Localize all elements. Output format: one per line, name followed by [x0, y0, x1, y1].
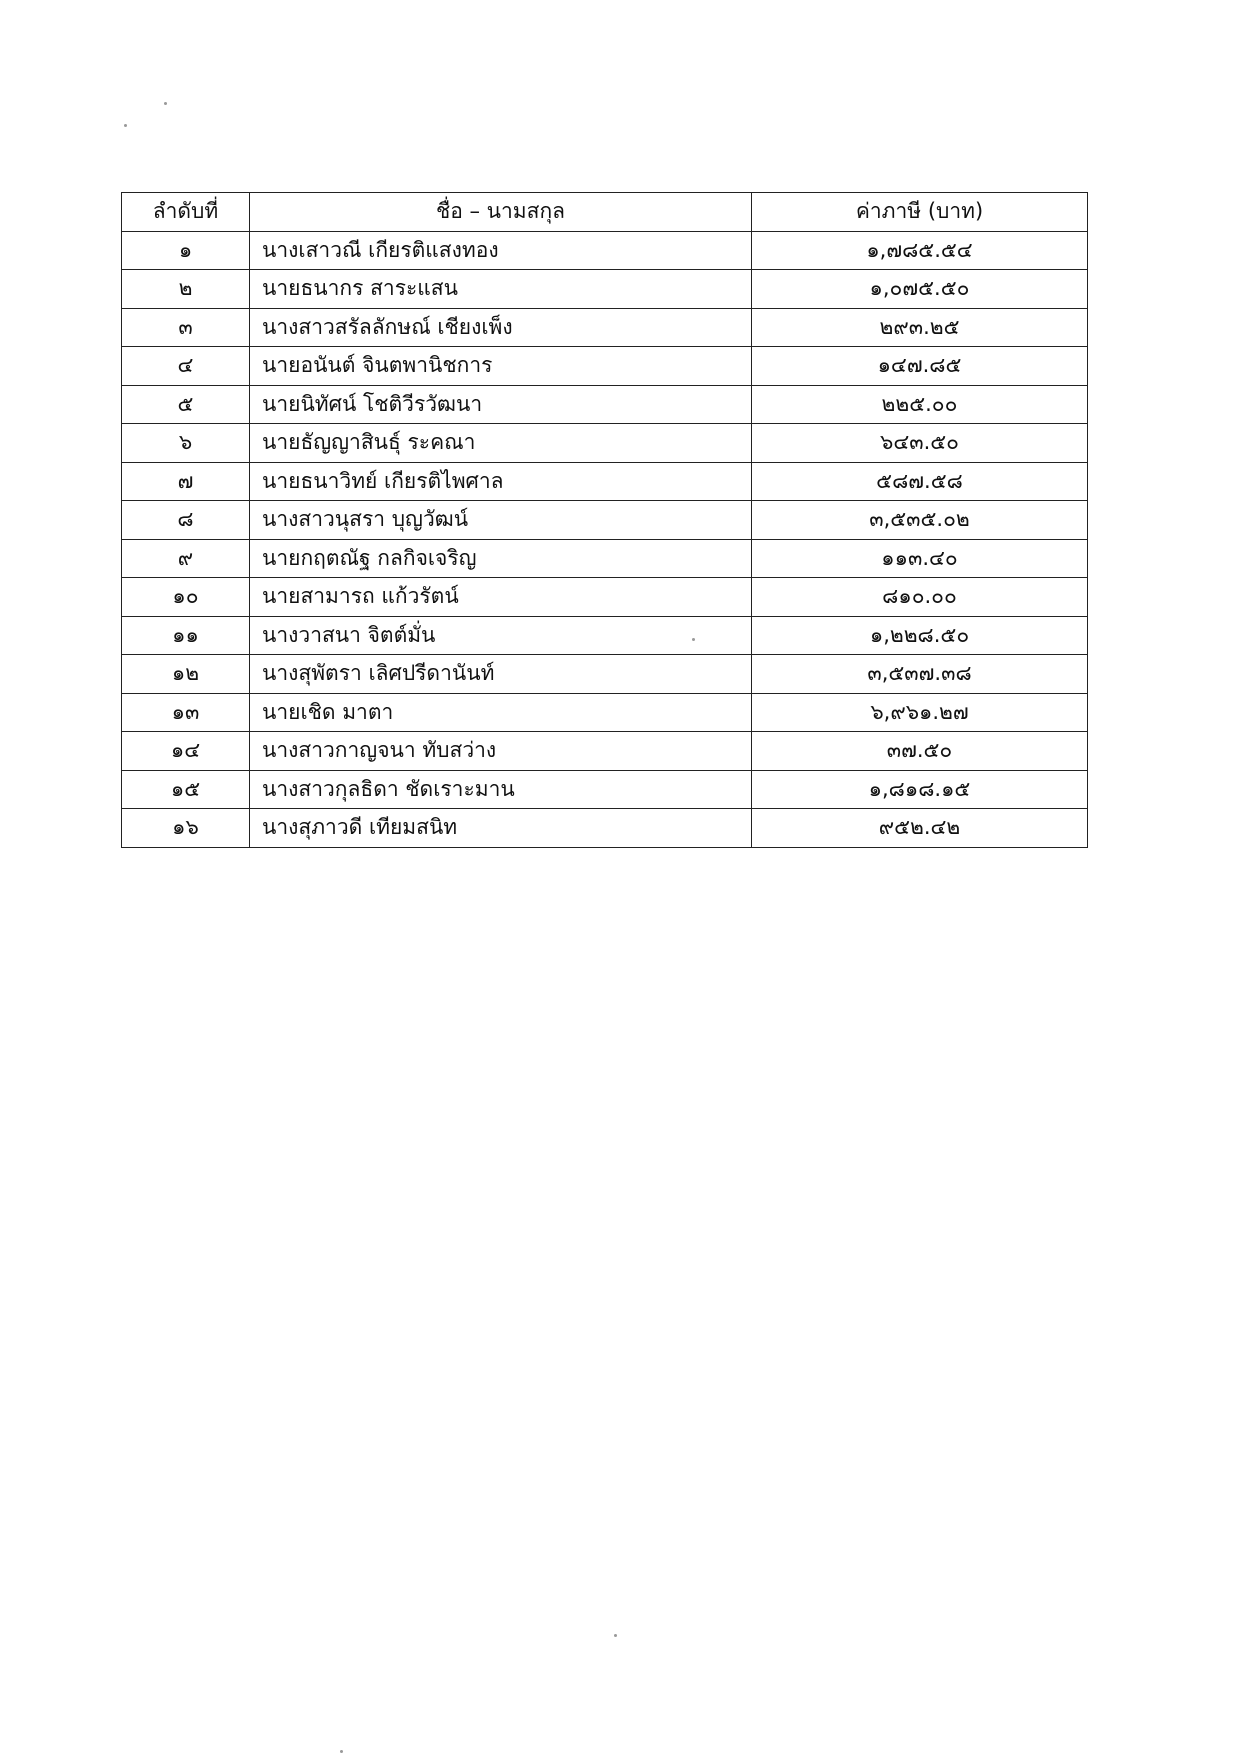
row-name: นางสาวกาญจนา ทับสว่าง: [250, 732, 752, 771]
row-tax: ๓,๕๓๕.๐๒: [752, 501, 1088, 540]
table-row: [122, 770, 1088, 809]
row-tax: ๙๕๒.๔๒: [752, 809, 1088, 848]
scan-speck: [124, 124, 127, 127]
table-row: [122, 809, 1088, 848]
row-name: นายนิทัศน์ โชติวีรวัฒนา: [250, 385, 752, 424]
row-number: ๒: [122, 270, 250, 309]
row-number: ๗: [122, 462, 250, 501]
row-name: นายธนาวิทย์ เกียรติไพศาล: [250, 462, 752, 501]
row-tax: ๑,๒๒๘.๕๐: [752, 616, 1088, 655]
row-name: นายอนันต์ จินตพานิชการ: [250, 347, 752, 386]
table-row: [122, 231, 1088, 270]
row-number: ๘: [122, 501, 250, 540]
row-name: นางสาวนุสรา บุญวัฒน์: [250, 501, 752, 540]
row-name: นางสุพัตรา เลิศปรีดานันท์: [250, 655, 752, 694]
tax-table: [121, 192, 1088, 848]
scan-speck: [164, 102, 167, 105]
row-tax: ๖๔๓.๕๐: [752, 424, 1088, 463]
row-name: นางสุภาวดี เทียมสนิท: [250, 809, 752, 848]
table-row: [122, 732, 1088, 771]
table-row: [122, 347, 1088, 386]
header-name: ชื่อ – นามสกุล: [250, 193, 752, 232]
row-number: ๑๐: [122, 578, 250, 617]
table-row: [122, 655, 1088, 694]
row-tax: ๓,๕๓๗.๓๘: [752, 655, 1088, 694]
scan-speck: [614, 1634, 617, 1637]
row-number: ๑๖: [122, 809, 250, 848]
row-name: นายธนากร สาระแสน: [250, 270, 752, 309]
row-number: ๑๕: [122, 770, 250, 809]
table-row: [122, 501, 1088, 540]
table-row: [122, 539, 1088, 578]
table-row: [122, 462, 1088, 501]
table-row: [122, 385, 1088, 424]
row-number: ๑๒: [122, 655, 250, 694]
scan-speck: [340, 1750, 343, 1753]
row-name: นางสาวสรัลลักษณ์ เชียงเพ็ง: [250, 308, 752, 347]
row-tax: ๑๔๗.๘๕: [752, 347, 1088, 386]
row-number: ๖: [122, 424, 250, 463]
row-number: ๑๔: [122, 732, 250, 771]
row-name: นางเสาวณี เกียรติแสงทอง: [250, 231, 752, 270]
table-row: [122, 424, 1088, 463]
table-row: [122, 616, 1088, 655]
row-tax: ๑๑๓.๔๐: [752, 539, 1088, 578]
header-tax: ค่าภาษี (บาท): [752, 193, 1088, 232]
row-name: นายกฤตณัฐ กลกิจเจริญ: [250, 539, 752, 578]
header-no: ลำดับที่: [122, 193, 250, 232]
row-tax: ๓๗.๕๐: [752, 732, 1088, 771]
row-name: นายเชิด มาตา: [250, 693, 752, 732]
row-number: ๑๓: [122, 693, 250, 732]
table-row: [122, 693, 1088, 732]
row-tax: ๑,๗๘๕.๕๔: [752, 231, 1088, 270]
row-tax: ๑,๐๗๕.๕๐: [752, 270, 1088, 309]
row-tax: ๒๒๕.๐๐: [752, 385, 1088, 424]
row-tax: ๑,๘๑๘.๑๕: [752, 770, 1088, 809]
row-name: นางสาวกุลธิดา ชัดเราะมาน: [250, 770, 752, 809]
row-name: นายธัญญาสินธุ์ ระคณา: [250, 424, 752, 463]
table-header-row: [122, 193, 1088, 232]
row-tax: ๕๘๗.๕๘: [752, 462, 1088, 501]
table-row: [122, 270, 1088, 309]
row-name: นางวาสนา จิตต์มั่น: [250, 616, 752, 655]
row-number: ๑๑: [122, 616, 250, 655]
row-number: ๙: [122, 539, 250, 578]
table-row: [122, 578, 1088, 617]
row-number: ๕: [122, 385, 250, 424]
row-tax: ๘๑๐.๐๐: [752, 578, 1088, 617]
row-number: ๓: [122, 308, 250, 347]
row-number: ๔: [122, 347, 250, 386]
table-row: [122, 308, 1088, 347]
row-tax: ๖,๙๖๑.๒๗: [752, 693, 1088, 732]
row-tax: ๒๙๓.๒๕: [752, 308, 1088, 347]
row-name: นายสามารถ แก้วรัตน์: [250, 578, 752, 617]
row-number: ๑: [122, 231, 250, 270]
